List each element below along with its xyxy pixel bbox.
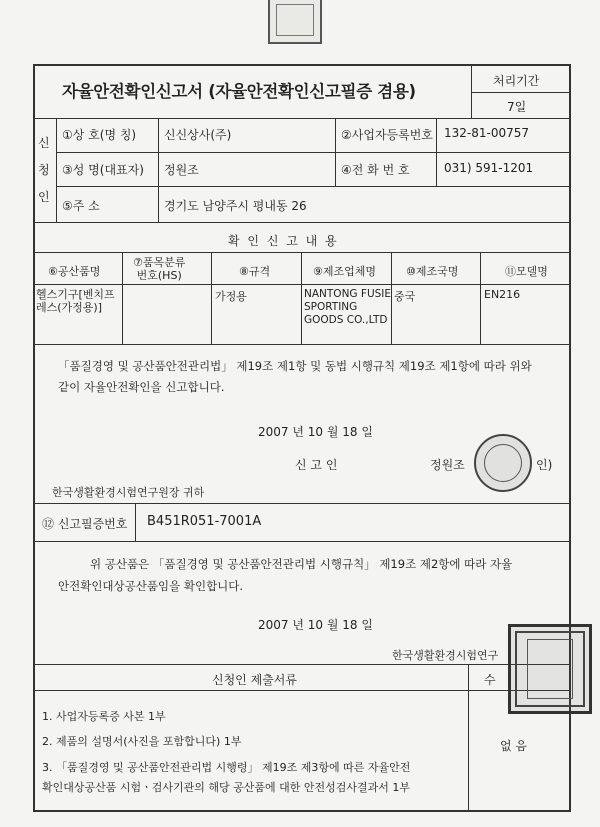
representative-label: ③성 명(대표자) [62,163,144,177]
declaration-date: 2007 년 10 월 18 일 [258,425,373,439]
top-seal-stamp [268,0,322,44]
business-number-value: 132-81-00757 [444,126,530,140]
document-item-3-cont: 확인대상공산품 시험ㆍ검사기관의 해당 공산품에 대한 안전성검사결과서 1부 [42,781,411,794]
business-number-label: ②사업자등록번호 [341,128,433,142]
col-hs-code: ⑦품목분류 번호(HS) [133,256,186,282]
signer-label: 신 고 인 [295,458,338,472]
col-spec: ⑧규격 [239,265,271,278]
address-value: 경기도 남양주시 평내동 26 [164,199,307,213]
address-label: ⑤주 소 [62,199,100,213]
cell-spec: 가정용 [215,290,247,303]
confirmation-date: 2007 년 10 월 18 일 [258,618,373,632]
signer-name: 정원조 [430,458,465,472]
document-item-3: 3. 「품질경영 및 공산품안전관리법 시행령」 제19조 제3항에 따른 자율안전 [42,761,411,774]
confirmation-text-line2: 안전확인대상공산품임을 확인합니다. [58,579,244,593]
official-square-seal [508,624,592,714]
cell-country: 중국 [394,290,416,303]
seal-suffix: 인) [536,458,553,472]
processing-period-label: 처리기간 [493,74,540,88]
certificate-number-label: ⑫ 신고필증번호 [42,517,128,531]
phone-value: 031) 591-1201 [444,161,534,175]
cell-product-name: 헬스기구[벤치프 레스(가정용)] [36,288,115,314]
document-item-1: 1. 사업자등록증 사본 1부 [42,710,166,723]
phone-label: ④전 화 번 호 [341,163,410,177]
document-item-2: 2. 제품의 설명서(사진을 포함합니다) 1부 [42,735,242,748]
processing-period-value: 7일 [507,100,527,114]
col-country: ⑩제조국명 [406,265,459,278]
representative-value: 정원조 [164,163,199,177]
company-name-value: 신신상사(주) [164,128,232,142]
declaration-text-line1: 「품질경영 및 공산품안전관리법」 제19조 제1항 및 동법 시행규칙 제19조 제1항에 따라 위와 [58,359,532,373]
confirmation-text-line1: 위 공산품은 「품질경영 및 공산품안전관리법 시행규칙」 제19조 제2항에 따라 자율 [90,557,513,571]
fee-value: 없 음 [500,739,527,753]
col-model: ⑪모델명 [505,265,548,278]
cell-model: EN216 [484,288,521,301]
applicant-side-label-3: 인 [38,190,50,204]
applicant-side-label-2: 청 [38,163,50,177]
report-section-title: 확 인 신 고 내 용 [228,234,339,248]
company-name-label: ①상 호(명 칭) [62,128,137,142]
fee-header: 수 [484,673,496,687]
documents-header: 신청인 제출서류 [212,673,297,687]
col-manufacturer: ⑨제조업체명 [313,265,376,278]
cell-manufacturer: NANTONG FUSIE SPORTING GOODS CO.,LTD [304,288,392,326]
declaration-text-line2: 같이 자율안전확인을 신고합니다. [58,380,225,394]
applicant-side-label-1: 신 [38,136,50,150]
recipient: 한국생활환경시험연구원장 귀하 [52,486,205,499]
representative-seal [474,434,532,492]
col-product-name: ⑥공산품명 [48,265,101,278]
issuer-name: 한국생활환경시험연구 [392,649,499,662]
certificate-number-value: B451R051-7001A [147,514,262,529]
form-title: 자율안전확인신고서 (자율안전확인신고필증 겸용) [62,82,416,101]
